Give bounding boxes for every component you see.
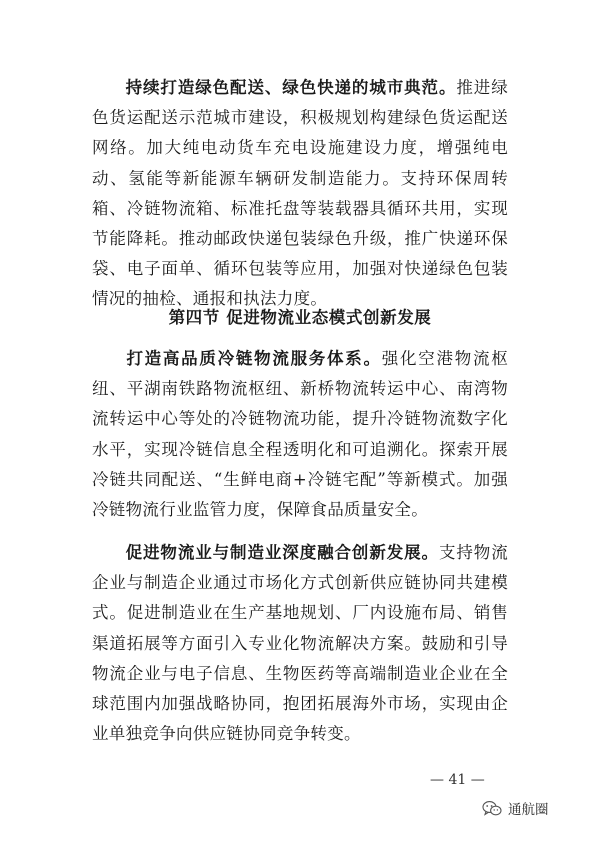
paragraph-manufacturing	[92, 538, 508, 749]
section-heading: 第四节 促进物流业态模式创新发展	[168, 308, 432, 327]
paragraph-lead: 促进物流业与制造业深度融合创新发展。	[125, 543, 439, 562]
watermark	[482, 798, 549, 818]
paragraph-body: 强化空港物流枢纽、平湖南铁路物流枢纽、新桥物流转运中心、南湾物流转运中心等处的冷链物流功能，提升冷链物流数字化水平，实现冷链信息全程透明化和可追溯化。探索开展冷链共同配送、“生鲜电商+冷链宅配”等新模式。加强冷链物流行业监管力度，保障食品质量安全。	[92, 349, 508, 520]
page-number: — 41 —	[430, 772, 485, 788]
wechat-icon	[482, 800, 502, 817]
paragraph-body: 推进绿色货运配送示范城市建设，积极规划构建绿色货运配送网络。加大纯电动货车充电设施建设力度，增强纯电动、氢能等新能源车辆研发制造能力。支持环保周转箱、冷链物流箱、标准托盘等装载器具循环共用，实现节能降耗。推动邮政快递包装绿色升级，推广快递环保袋、电子面单、循环包装等应用，加强对快递绿色包装情况的抽检、通报和执法力度。	[92, 78, 508, 309]
paragraph-cold-chain	[92, 344, 508, 525]
paragraph-lead: 打造高品质冷链物流服务体系。	[125, 349, 382, 368]
paragraph-body: 支持物流企业与制造企业通过市场化方式创新供应链协同共建模式。促进制造业在生产基地规划、厂内设施布局、销售渠道拓展等方面引入专业化物流解决方案。鼓励和引导物流企业与电子信息、生物医药等高端制造业企业在全球范围内加强战略协同，抱团拓展海外市场，实现由企业单独竞争向供应链协同竞争转变。	[92, 543, 508, 744]
paragraph-lead: 持续打造绿色配送、绿色快递的城市典范。	[125, 78, 457, 97]
paragraph-green-delivery	[92, 73, 508, 315]
watermark-text: 通航圈	[508, 802, 549, 818]
